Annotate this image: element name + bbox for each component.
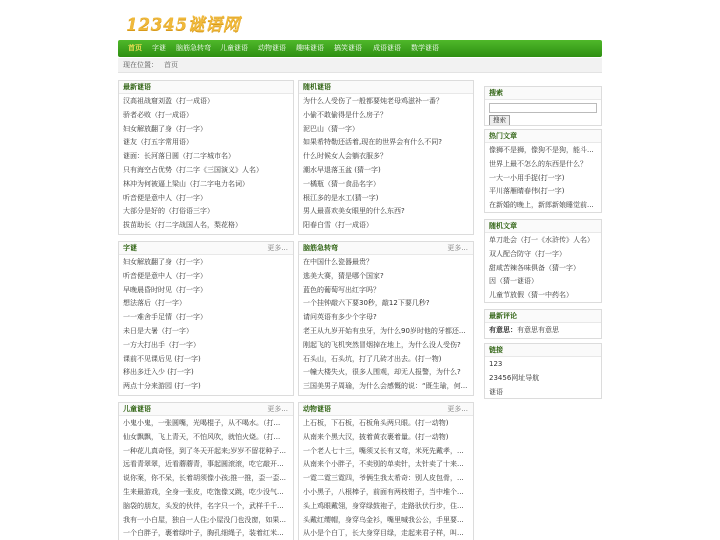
links-list	[485, 357, 601, 399]
list-item[interactable]: 什么时候女人会躺衣服多？	[303, 152, 387, 161]
list-item[interactable]: 一个老人七十三，嘴须又长有又弯，米死先戴孝，...	[303, 446, 464, 455]
list-item[interactable]: 一霓二霓三霓四，爷俩生我太希奇：别人皮包骨，...	[303, 474, 464, 483]
list-item[interactable]: 从小是个白丁，长大身穿目绿，走起来君子样，叫...	[303, 529, 464, 538]
list-item[interactable]: 远看青翠翠，近看蘑蘑青，事起圆滚滚，吃它敲开...	[123, 460, 284, 469]
latest-riddles-panel	[118, 80, 294, 235]
panel-title	[299, 242, 473, 255]
list-item[interactable]: 小小黑子，八根棒子，前面有两枝钳子，当中堆个...	[303, 487, 464, 496]
zimi-list	[119, 255, 293, 395]
list-item[interactable]: 两点十分来游园 (打一字)	[123, 382, 201, 391]
comment-user: 有意思：	[489, 326, 517, 334]
site-logo[interactable]: 12345谜语网	[126, 15, 241, 35]
panel-title: 最新评论	[485, 310, 601, 323]
list-item[interactable]: 在新婚的晚上，新郎新娘睡觉前...	[489, 201, 594, 210]
nav-quwei[interactable]: 趣味谜语	[296, 44, 324, 52]
list-item[interactable]: 大部分是好的（打俗语三字）	[123, 207, 214, 216]
list-item[interactable]: 三国美男子周瑜，为什么会感慨的说：“既生瑜，何...	[303, 382, 468, 391]
list-item[interactable]: 骄者必败（打一成语）	[123, 110, 193, 119]
list-item[interactable]: 仙女飘飘，飞上青天，不怕风吹，就怕火烧。（打...	[123, 432, 281, 441]
list-item[interactable]: 听音便是意中人（打一字）	[123, 193, 207, 202]
list-item[interactable]: 谜友（打五字常用语）	[123, 138, 193, 147]
list-item[interactable]: 从南来个小胖子，不卖别的单卖针，太针卖了十来...	[303, 460, 464, 469]
zimi-panel	[118, 241, 294, 396]
list-item[interactable]: 平川落雁睛春伟(打一字)	[489, 187, 565, 196]
list-item[interactable]: 老王从九岁开始有虫牙，为什么90岁时他的牙都还...	[303, 326, 466, 335]
list-item[interactable]: 未日是大暑（打一字）	[123, 326, 193, 335]
naojin-panel	[298, 241, 474, 396]
list-item[interactable]: 谜语	[489, 387, 503, 396]
nav-chengyu[interactable]: 成语谜语	[373, 44, 401, 52]
panel-title: 搜索	[485, 87, 601, 100]
breadcrumb-home-link[interactable]: 首页	[164, 61, 178, 69]
list-item[interactable]: 世界上最不怎么的东西是什么？	[489, 159, 587, 168]
list-item[interactable]: 为什么人受伤了一般都要炖老母鸡滋补一番？	[303, 97, 443, 105]
list-item[interactable]: 男人最喜欢美女眼里的什么东西?	[303, 207, 405, 216]
list-item[interactable]: 听音便是意中人（打一字）	[123, 271, 207, 280]
random-articles-list	[485, 233, 601, 303]
list-item[interactable]: 请问英语有多少个字母?	[303, 313, 377, 322]
list-item[interactable]: 一橘瓶（猜一食品名字）	[303, 179, 380, 188]
latest-riddles-list	[119, 94, 293, 234]
list-item[interactable]: 单刀赴会（打一《水浒传》人名）	[489, 236, 594, 244]
list-item[interactable]: 头上鸡眼戴翎，身穿绿鼓袍子，走路驮伏行步，住...	[303, 501, 464, 510]
list-item[interactable]: 生来最游戏，全身一张皮，吃饱像又跳，吃少没气...	[123, 487, 284, 496]
list-item[interactable]: 像狮不是狮，像狗不是狗，能斗...	[489, 146, 594, 154]
list-item[interactable]: 在中国什么瓷器最贵？	[303, 258, 373, 266]
list-item[interactable]: 23456网址导航	[489, 373, 540, 382]
search-panel	[484, 86, 602, 126]
list-item[interactable]: 根江多的是水工(猜一字)	[303, 193, 379, 202]
links-panel	[484, 343, 602, 399]
comment-item[interactable]	[489, 324, 597, 338]
search-button[interactable]: 搜索	[489, 115, 510, 126]
list-item[interactable]: 移出多迁入少 (打一字)	[123, 368, 194, 377]
breadcrumb-label: 现在位置：	[123, 61, 158, 69]
list-item[interactable]: 谜面：长河落日圆（打二字城市名）	[123, 152, 235, 161]
list-item[interactable]: 妇女解放翻了身（打一字）	[123, 124, 207, 133]
more-link[interactable]: 更多...	[447, 405, 468, 413]
panel-title	[119, 403, 293, 416]
hot-articles-list	[485, 143, 601, 213]
list-item[interactable]: 一大一小用手捉(打一字)	[489, 173, 565, 182]
list-item[interactable]: 脑袋的朋友，头发的伙伴，名字只一个，武样千千...	[123, 501, 284, 510]
panel-title-text: 字谜	[123, 244, 137, 252]
nav-dongwu[interactable]: 动物谜语	[258, 44, 286, 52]
more-link[interactable]: 更多...	[447, 244, 468, 252]
list-item[interactable]: 头戴红缨帽，身穿乌金衫，嘴里喊我公公，手里要...	[303, 515, 464, 524]
panel-title: 随机谜语	[299, 81, 473, 94]
list-item[interactable]: 课前不见课后见 (打一字)	[123, 354, 201, 363]
list-item[interactable]: 只有海空占优势（打二字《三国演义》人名）	[123, 165, 263, 174]
list-item[interactable]: 一个白胖子，裹着绿叶子，胸孔细绳子，装着红米...	[123, 529, 284, 538]
nav-ertong[interactable]: 儿童谜语	[220, 44, 248, 52]
list-item[interactable]: 小鬼小鬼，一张圆嘴，光喝棍子，从不喝水。（打...	[123, 419, 281, 427]
naojin-list	[299, 255, 473, 395]
panel-title: 随机文章	[485, 220, 601, 233]
panel-title	[119, 242, 293, 255]
list-item[interactable]: 说你案，你不呆，长着胡须像小孩;推一推，歪一歪...	[123, 474, 287, 483]
panel-title-text: 儿童谜语	[123, 405, 151, 413]
list-item[interactable]: 逃美大赛，猜是哪个国家?	[303, 271, 384, 280]
dongwu-list	[299, 416, 473, 540]
list-item[interactable]: 泥巴山（猜一字）	[303, 124, 359, 133]
comments-list	[485, 323, 601, 339]
list-item[interactable]: 刚起飞的飞机突然冒烟掉在地上，为什么没人受伤?	[303, 340, 461, 349]
ertong-list	[119, 416, 293, 540]
panel-title: 链接	[485, 344, 601, 357]
list-item[interactable]: 我有一小白屋，独自一人住;小屋没门也没窗，如果...	[123, 515, 287, 524]
list-item[interactable]: 林冲为何被逼上梁山（打二字电力名词）	[123, 179, 249, 188]
list-item[interactable]: 123	[489, 360, 503, 368]
nav-home[interactable]: 首页	[128, 44, 142, 52]
panel-title: 最新谜语	[119, 81, 293, 94]
list-item[interactable]: 如果希特勒还活着,现在的世界会有什么不同?	[303, 138, 442, 147]
nav-zimi[interactable]: 字谜	[152, 44, 166, 52]
list-item[interactable]: 小偷不敢偷得是什么房子？	[303, 110, 387, 119]
dongwu-panel	[298, 402, 474, 540]
ertong-panel	[118, 402, 294, 540]
random-riddles-panel	[298, 80, 474, 235]
list-item[interactable]: 因（猜一谜语）	[489, 277, 538, 286]
list-item[interactable]: 拔苗助长（打二字战国人名，梨花格）	[123, 221, 242, 230]
list-item[interactable]: 阳春白雪（打一成语）	[303, 221, 373, 230]
list-item[interactable]: 汉高祖战窟刘盈（打一成语）	[123, 97, 214, 105]
nav-gaoxiao[interactable]: 搞笑谜语	[334, 44, 362, 52]
list-item[interactable]: 石头山，石头坑，打了几砖才出去。(打一物)	[303, 354, 442, 363]
latest-comments-panel	[484, 309, 602, 339]
hot-articles-panel	[484, 129, 602, 213]
panel-title-text: 动物谜语	[303, 405, 331, 413]
list-item[interactable]: 一一难舍手足情（打一字）	[123, 313, 207, 322]
main-nav	[118, 40, 602, 57]
list-item[interactable]: 从南来个黑大汉，披着黄衣裹着量。(打一动物)	[303, 432, 449, 441]
more-link[interactable]: 更多...	[267, 244, 288, 252]
list-item[interactable]: 一幢大楼失火，很多人围观，却无人报警，为什么?	[303, 368, 461, 377]
list-item[interactable]: 早晚晨昏时时见（打一字）	[123, 285, 207, 294]
list-item[interactable]: 甜咸苦辣各味俱备（猜一字）	[489, 263, 580, 272]
list-item[interactable]: 想法落后（打一字）	[123, 299, 186, 308]
more-link[interactable]: 更多...	[267, 405, 288, 413]
list-item[interactable]: 一种花儿真奇怪，到了冬天开起来;岁岁不留花种子...	[123, 446, 287, 455]
list-item[interactable]: 妇女解放翻了身（打一字）	[123, 258, 207, 266]
nav-naojin[interactable]: 脑筋急转弯	[176, 44, 211, 52]
panel-title: 热门文章	[485, 130, 601, 143]
list-item[interactable]: 一个挂钟敲六下要30秒，敲12下要几秒?	[303, 299, 430, 308]
list-item[interactable]: 蓝色的葡萄写出红字吗？	[303, 285, 380, 294]
nav-shuxue[interactable]: 数学谜语	[411, 44, 439, 52]
panel-title-text: 脑筋急转弯	[303, 244, 338, 252]
comment-text: 有意思有意思	[517, 326, 559, 334]
list-item[interactable]: 上石板，下石板，石板角头两只眼。(打一动物)	[303, 419, 449, 427]
search-input[interactable]	[489, 103, 597, 113]
panel-title	[299, 403, 473, 416]
list-item[interactable]: 儿童节放假（猜一中药名）	[489, 291, 573, 300]
breadcrumb	[118, 58, 602, 73]
list-item[interactable]: 潮水早退落玉盆 (猜一字)	[303, 165, 381, 174]
list-item[interactable]: 双人配合防守（打一字）	[489, 249, 566, 258]
random-riddles-list	[299, 94, 473, 234]
random-articles-panel	[484, 219, 602, 303]
list-item[interactable]: 一方大打出手（打一字）	[123, 340, 200, 349]
